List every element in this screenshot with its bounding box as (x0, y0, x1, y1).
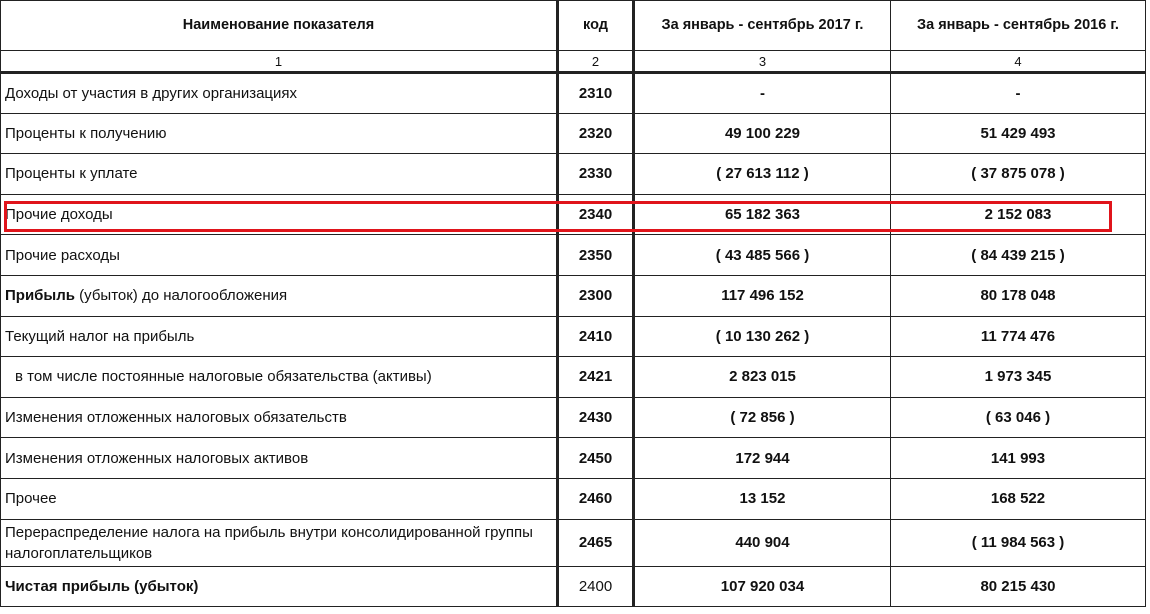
row-value-2016: 1 973 345 (891, 357, 1146, 398)
row-code: 2330 (558, 154, 634, 195)
row-value-2017: 13 152 (634, 478, 891, 519)
row-value-2017: 65 182 363 (634, 194, 891, 235)
row-value-2016: ( 84 439 215 ) (891, 235, 1146, 276)
row-value-2016: ( 37 875 078 ) (891, 154, 1146, 195)
column-number: 2 (558, 51, 634, 73)
row-code: 2340 (558, 194, 634, 235)
row-value-2017: 2 823 015 (634, 357, 891, 398)
row-value-2017: 172 944 (634, 438, 891, 479)
row-name (1, 275, 558, 316)
row-value-2017: - (634, 73, 891, 114)
row-value-2016: 80 215 430 (891, 566, 1146, 606)
row-name: Прочие доходы (1, 194, 558, 235)
row-code: 2450 (558, 438, 634, 479)
table-row-highlighted (1, 194, 1146, 235)
row-name-rest: (убыток) до налогообложения (75, 287, 288, 305)
row-code: 2300 (558, 275, 634, 316)
row-name: Изменения отложенных налоговых обязательств (1, 397, 558, 438)
row-name: Прочее (1, 478, 558, 519)
row-value-2016: ( 63 046 ) (891, 397, 1146, 438)
row-value-2016: 2 152 083 (891, 194, 1146, 235)
column-number: 4 (891, 51, 1146, 73)
row-code: 2320 (558, 113, 634, 154)
header-code: код (558, 1, 634, 51)
row-value-2016: 11 774 476 (891, 316, 1146, 357)
row-name: в том числе постоянные налоговые обязательства (активы) (1, 357, 558, 398)
table-row (1, 113, 1146, 154)
column-number: 1 (1, 51, 558, 73)
table-row (1, 478, 1146, 519)
row-name: Изменения отложенных налоговых активов (1, 438, 558, 479)
row-code: 2410 (558, 316, 634, 357)
row-value-2016: 141 993 (891, 438, 1146, 479)
table-header-row (1, 1, 1146, 51)
table-row (1, 519, 1146, 566)
column-number-row (1, 51, 1146, 73)
header-period-2016: За январь - сентябрь 2016 г. (891, 1, 1146, 51)
row-code: 2430 (558, 397, 634, 438)
row-name: Доходы от участия в других организациях (1, 73, 558, 114)
row-name: Прочие расходы (1, 235, 558, 276)
row-value-2016: ( 11 984 563 ) (891, 519, 1146, 566)
row-name: Проценты к получению (1, 113, 558, 154)
header-indicator-name: Наименование показателя (1, 1, 558, 51)
table-row (1, 73, 1146, 114)
table-row (1, 235, 1146, 276)
row-value-2017: 117 496 152 (634, 275, 891, 316)
row-name-bold-part: Прибыль (5, 287, 75, 305)
row-name: Перераспределение налога на прибыль внутри консолидированной группы налогоплательщиков (1, 519, 558, 566)
row-name: Проценты к уплате (1, 154, 558, 195)
table-row (1, 154, 1146, 195)
row-value-2017: ( 43 485 566 ) (634, 235, 891, 276)
row-value-2017: ( 72 856 ) (634, 397, 891, 438)
row-code: 2310 (558, 73, 634, 114)
row-value-2016: 51 429 493 (891, 113, 1146, 154)
row-value-2016: 80 178 048 (891, 275, 1146, 316)
table-row (1, 316, 1146, 357)
row-code: 2421 (558, 357, 634, 398)
row-value-2017: 107 920 034 (634, 566, 891, 606)
header-period-2017: За январь - сентябрь 2017 г. (634, 1, 891, 51)
table-row (1, 438, 1146, 479)
row-value-2017: ( 27 613 112 ) (634, 154, 891, 195)
row-code: 2400 (558, 566, 634, 606)
row-value-2017: 49 100 229 (634, 113, 891, 154)
row-value-2016: 168 522 (891, 478, 1146, 519)
table-row-total (1, 566, 1146, 606)
table-row (1, 357, 1146, 398)
row-value-2017: ( 10 130 262 ) (634, 316, 891, 357)
row-name: Текущий налог на прибыль (1, 316, 558, 357)
row-name: Чистая прибыль (убыток) (1, 566, 558, 606)
table-row (1, 397, 1146, 438)
row-value-2017: 440 904 (634, 519, 891, 566)
row-code: 2350 (558, 235, 634, 276)
row-code: 2460 (558, 478, 634, 519)
row-value-2016: - (891, 73, 1146, 114)
row-code: 2465 (558, 519, 634, 566)
column-number: 3 (634, 51, 891, 73)
table-row (1, 275, 1146, 316)
